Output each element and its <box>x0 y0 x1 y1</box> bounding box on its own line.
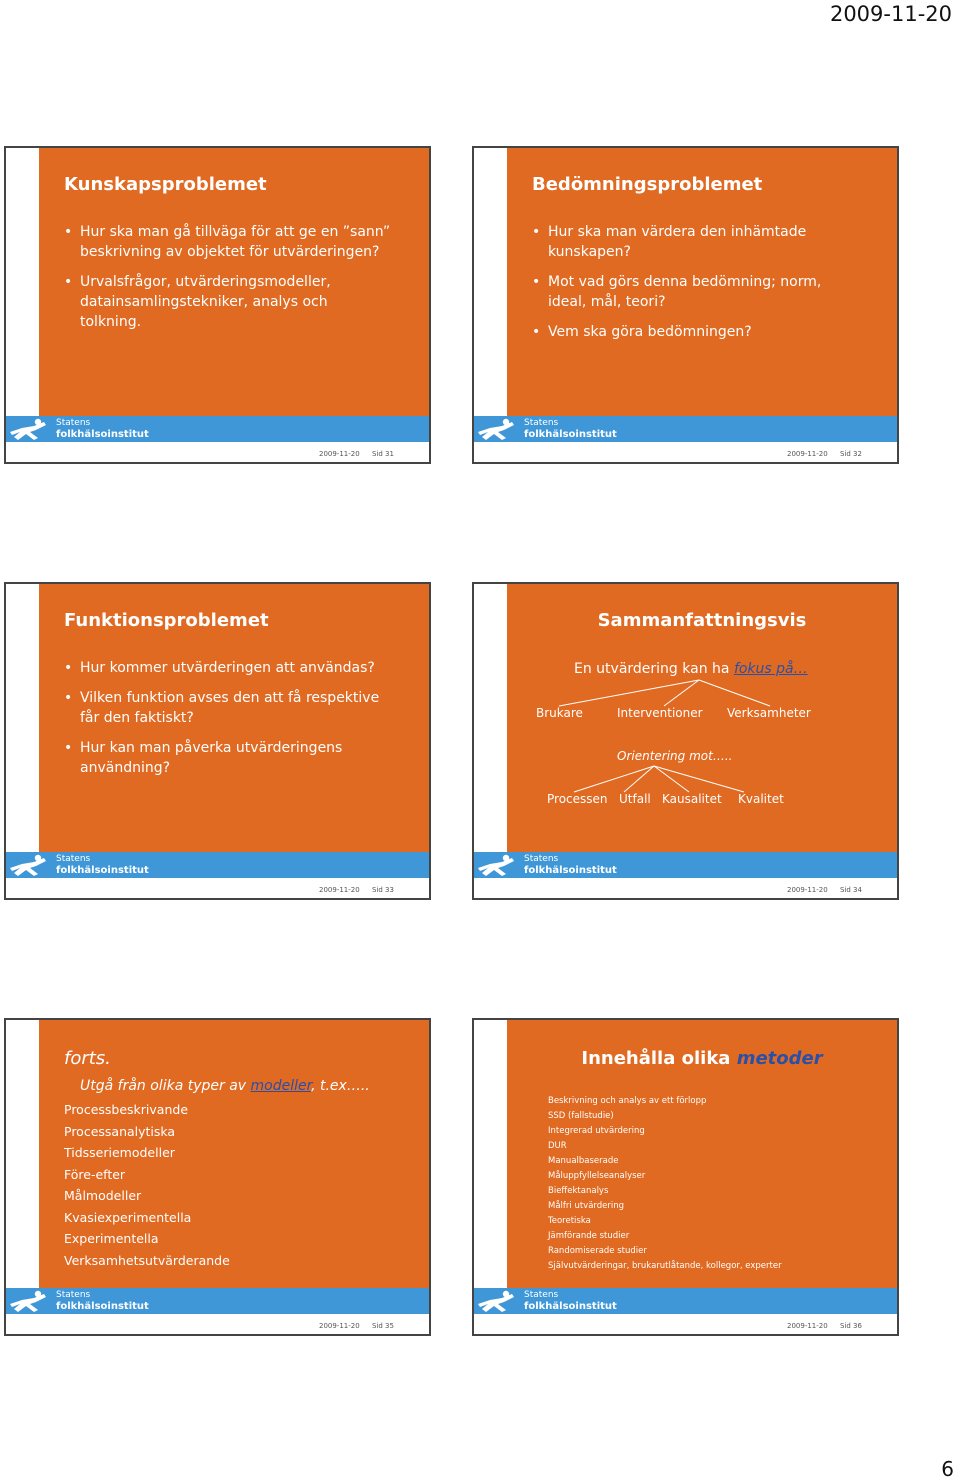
logo-line2: folkhälsoinstitut <box>56 865 149 876</box>
connector-line <box>664 680 699 706</box>
slide-title: Funktionsproblemet <box>64 610 269 631</box>
title-highlight: metoder <box>736 1048 823 1069</box>
method-list <box>548 1094 898 1274</box>
logo <box>8 418 149 442</box>
logo <box>8 854 149 878</box>
focus-intro-text: En utvärdering kan ha <box>574 661 734 677</box>
models-link[interactable]: modeller <box>250 1078 312 1094</box>
connector-line <box>559 680 699 706</box>
list-item: Målfri utvärdering <box>548 1201 625 1211</box>
list-item: Före-efter <box>64 1166 126 1182</box>
logo-line2: folkhälsoinstitut <box>56 1301 149 1312</box>
bullet-list <box>530 222 860 352</box>
footer-page: Sid 33 <box>372 886 394 894</box>
list-item: Kvasiexperimentella <box>64 1209 192 1225</box>
logo-figure-icon <box>8 1290 50 1314</box>
connector-line <box>654 766 689 792</box>
slide-title: forts. <box>64 1048 111 1069</box>
bullet-item: • Hur ska man värdera den inhämtade kunskapen? <box>530 222 860 262</box>
bullet-item: • Urvalsfrågor, utvärderingsmodeller, datainsamlingstekniker, analys och tolkning. <box>62 272 392 332</box>
footer-page: Sid 32 <box>840 450 862 458</box>
logo-figure-icon <box>8 418 50 442</box>
list-item: SSD (fallstudie) <box>548 1111 614 1121</box>
model-list <box>64 1099 414 1271</box>
logo-line1: Statens <box>56 1290 91 1300</box>
footer-page: Sid 31 <box>372 450 394 458</box>
logo-line2: folkhälsoinstitut <box>56 429 149 440</box>
logo-figure-icon <box>476 1290 518 1314</box>
orientation-label: Orientering mot….. <box>617 749 733 763</box>
footer-date: 2009-11-20 <box>787 1322 828 1330</box>
bullet-list <box>62 222 392 342</box>
slide-33 <box>4 582 431 900</box>
bullet-item: • Hur kan man påverka utvärderingens användning? <box>62 738 392 778</box>
list-item: Självutvärderingar, brukarutlåtande, kollegor, experter <box>548 1261 782 1271</box>
slide-title: Kunskapsproblemet <box>64 174 267 195</box>
list-item: Beskrivning och analys av ett förlopp <box>548 1096 707 1106</box>
list-item: Randomiserade studier <box>548 1246 647 1256</box>
focus-verksamheter: Verksamheter <box>727 706 811 720</box>
orient-kausalitet: Kausalitet <box>662 792 722 806</box>
connector-line <box>654 766 744 792</box>
list-item: Teoretiska <box>548 1216 591 1226</box>
list-item: Bieffektanalys <box>548 1186 609 1196</box>
logo-line1: Statens <box>524 418 559 428</box>
list-item: Tidsseriemodeller <box>64 1145 175 1160</box>
logo-line2: folkhälsoinstitut <box>524 429 617 440</box>
page-number: 6 <box>941 1457 954 1481</box>
footer-page: Sid 34 <box>840 886 862 894</box>
slide-35 <box>4 1018 431 1336</box>
bullet-item: • Mot vad görs denna bedömning; norm, ideal, mål, teori? <box>530 272 860 312</box>
footer-date: 2009-11-20 <box>319 1322 360 1330</box>
slide-34 <box>472 582 899 900</box>
connector-line <box>574 766 654 792</box>
page-date: 2009-11-20 <box>829 2 952 26</box>
focus-brukare: Brukare <box>536 706 583 720</box>
footer-page: Sid 36 <box>840 1322 862 1330</box>
slide-32 <box>472 146 899 464</box>
bullet-item: • Hur ska man gå tillväga för att ge en ”sann” beskrivning av objektet för utvärderingen? <box>62 222 392 262</box>
logo <box>476 418 617 442</box>
logo-line1: Statens <box>56 854 91 864</box>
connector-line <box>699 680 770 706</box>
connector-line <box>624 766 654 792</box>
footer-date: 2009-11-20 <box>787 886 828 894</box>
list-item: Processbeskrivande <box>64 1102 189 1117</box>
logo-line2: folkhälsoinstitut <box>524 865 617 876</box>
orient-kvalitet: Kvalitet <box>738 792 784 806</box>
footer-date: 2009-11-20 <box>319 450 360 458</box>
bullet-item: • Vem ska göra bedömningen? <box>530 322 860 342</box>
focus-link[interactable]: fokus på… <box>733 661 808 677</box>
list-item: Manualbaserade <box>548 1156 619 1166</box>
bullet-list <box>62 658 392 788</box>
list-item: Experimentella <box>64 1231 159 1246</box>
logo <box>476 854 617 878</box>
slide-title: Bedömningsproblemet <box>532 174 763 195</box>
list-item: Jämförande studier <box>548 1231 630 1241</box>
footer-date: 2009-11-20 <box>319 886 360 894</box>
logo-line1: Statens <box>524 1290 559 1300</box>
title-prefix: Innehålla olika <box>581 1048 737 1069</box>
logo <box>476 1290 617 1314</box>
logo <box>8 1290 149 1314</box>
list-item: DUR <box>548 1141 567 1151</box>
subtitle-suffix: , t.ex….. <box>311 1078 370 1094</box>
logo-line1: Statens <box>524 854 559 864</box>
orient-processen: Processen <box>547 792 608 806</box>
slide-31 <box>4 146 431 464</box>
list-item: Målmodeller <box>64 1188 142 1203</box>
logo-figure-icon <box>476 418 518 442</box>
subtitle-prefix: Utgå från olika typer av <box>80 1078 251 1094</box>
footer-page: Sid 35 <box>372 1322 394 1330</box>
slide-title <box>507 1048 897 1069</box>
list-item: Integrerad utvärdering <box>548 1126 645 1136</box>
logo-line2: folkhälsoinstitut <box>524 1301 617 1312</box>
logo-figure-icon <box>8 854 50 878</box>
slide-subtitle <box>80 1078 370 1094</box>
logo-line1: Statens <box>56 418 91 428</box>
footer-date: 2009-11-20 <box>787 450 828 458</box>
slide-title: Sammanfattningsvis <box>597 610 807 631</box>
list-item: Verksamhetsutvärderande <box>64 1252 230 1268</box>
focus-intro <box>574 661 808 677</box>
bullet-item: • Vilken funktion avses den att få respektive får den faktiskt? <box>62 688 392 728</box>
list-item: Måluppfyllelseanalyser <box>548 1171 646 1181</box>
bullet-item: • Hur kommer utvärderingen att användas? <box>62 658 392 678</box>
focus-interventioner: Interventioner <box>617 706 703 720</box>
slide-36 <box>472 1018 899 1336</box>
orient-utfall: Utfall <box>619 792 651 806</box>
list-item: Processanalytiska <box>64 1123 176 1139</box>
logo-figure-icon <box>476 854 518 878</box>
